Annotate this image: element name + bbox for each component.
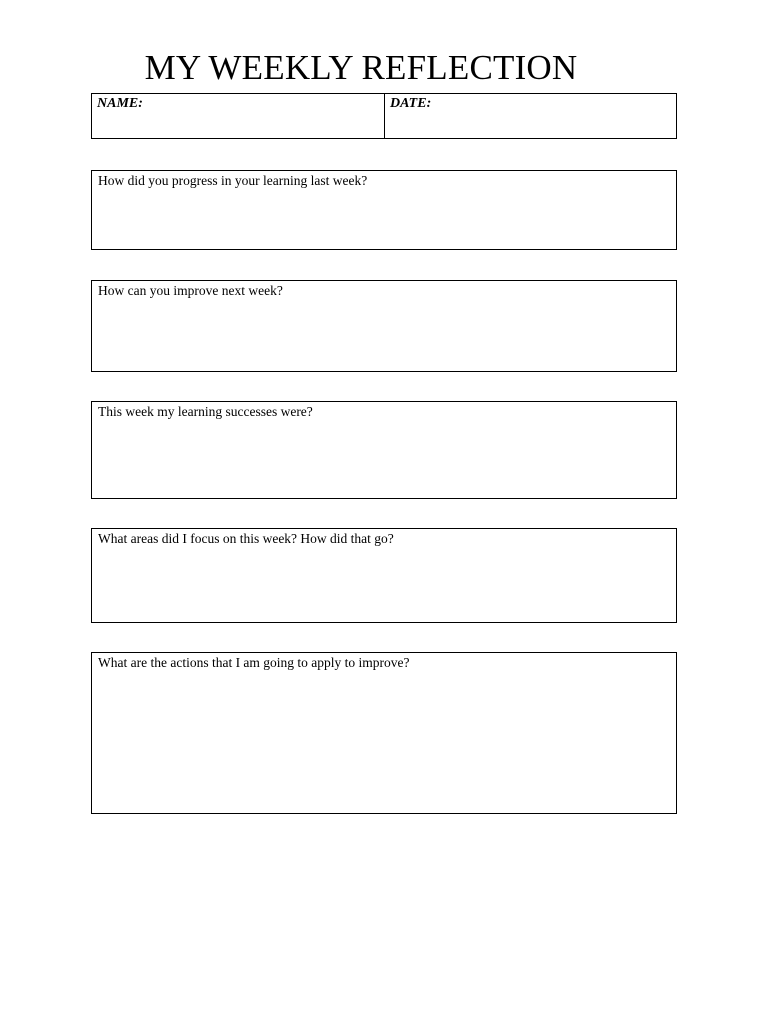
answer-field-improve[interactable]: [98, 300, 670, 370]
date-field[interactable]: [385, 94, 676, 138]
header-table: [91, 93, 677, 139]
answer-field-successes[interactable]: [98, 421, 670, 497]
question-prompt: How did you progress in your learning last week?: [98, 173, 368, 188]
question-box-improve: [91, 280, 677, 372]
answer-field-focus-areas[interactable]: [98, 548, 670, 621]
question-box-actions: [91, 652, 677, 814]
name-label: NAME:: [97, 96, 143, 111]
question-prompt: What areas did I focus on this week? How did that go?: [98, 531, 394, 546]
page-title: MY WEEKLY REFLECTION: [144, 48, 578, 87]
question-prompt: How can you improve next week?: [98, 283, 283, 298]
date-label: DATE:: [390, 96, 432, 111]
question-box-progress: [91, 170, 677, 250]
question-prompt: What are the actions that I am going to apply to improve?: [98, 655, 410, 670]
name-field[interactable]: [92, 94, 385, 138]
question-box-successes: [91, 401, 677, 499]
answer-field-actions[interactable]: [98, 672, 670, 812]
answer-field-progress[interactable]: [98, 190, 670, 248]
question-prompt: This week my learning successes were?: [98, 404, 313, 419]
question-box-focus-areas: [91, 528, 677, 623]
